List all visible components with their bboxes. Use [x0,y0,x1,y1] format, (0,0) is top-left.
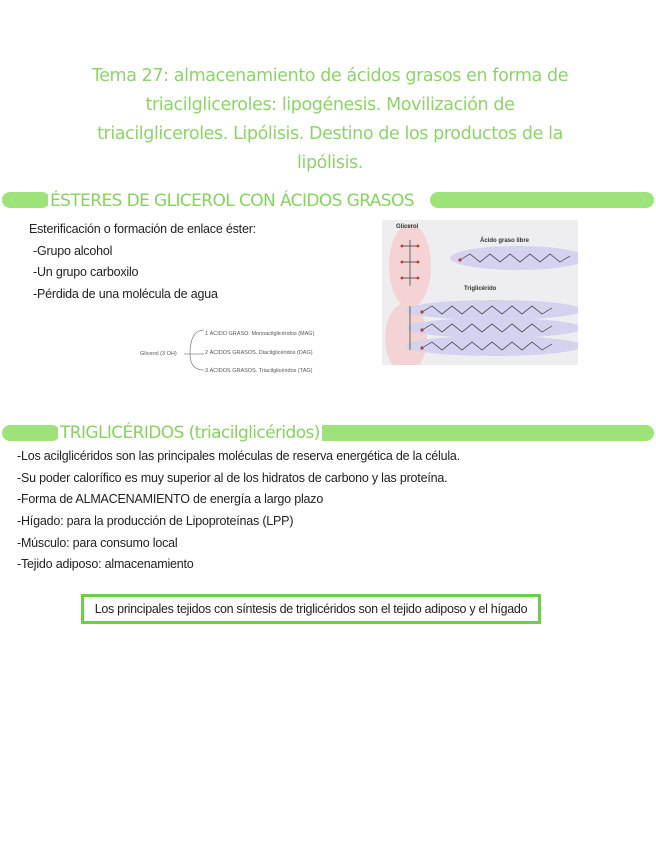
tree-branch: 2 ÁCIDOS GRASOS. Diacilglicéridos (DAG) [205,350,313,356]
figure-label-glicerol: Glicerol [396,224,419,230]
figure-label-trigliceri: Triglicérido [464,286,497,292]
tree-root-label: Glicerol (3 OH) [140,351,177,357]
section-band-left [2,192,50,208]
section-band-left [2,425,60,441]
title-line-2: triacilgliceroles: lipogénesis. Movilización de [145,95,515,115]
list-item: -Hígado: para la producción de Lipoproteínas (LPP) [17,514,294,528]
tree-branch: 3 ÁCIDOS GRASOS. Triacilglicéridos (TAG) [205,368,313,374]
list-item: -Los acilglicéridos son las principales moléculas de reserva energética de la célula. [17,449,460,463]
list-item: -Pérdida de una molécula de agua [33,287,218,301]
list-item: -Su poder calorífico es muy superior al de los hidratos de carbono y las proteína. [17,471,448,485]
tree-bracket [184,326,206,374]
list-item: -Forma de ALMACENAMIENTO de energía a largo plazo [17,492,324,506]
figure-label-acido: Ácido graso libre [480,238,530,244]
triglyceride-figure [382,220,578,365]
title-line-1: Tema 27: almacenamiento de ácidos grasos en forma de [91,66,569,86]
list-item: -Grupo alcohol [33,244,113,258]
section-band-right [430,192,654,208]
tree-branch: 1 ÁCIDO GRASO. Monoacilglicéridos (MAG) [205,331,315,337]
section-band-right [310,425,654,441]
list-item: -Un grupo carboxilo [33,265,139,279]
page-title [90,62,570,178]
section-heading-trigliceridos: TRIGLICÉRIDOS (triacilglicéridos) [60,423,320,443]
list-item: -Músculo: para consumo local [17,536,178,550]
title-line-3: triacilgliceroles. Lipólisis. Destino de los productos de la [97,124,563,144]
esterification-intro: Esterificación o formación de enlace éster: [29,222,256,236]
summary-callout: Los principales tejidos con síntesis de triglicéridos son el tejido adiposo y el hígado [81,594,541,624]
list-item: -Tejido adiposo: almacenamiento [17,557,194,571]
section-heading-esteres: ÉSTERES DE GLICEROL CON ÁCIDOS GRASOS [50,191,414,211]
title-line-4: lipólisis. [297,153,363,173]
